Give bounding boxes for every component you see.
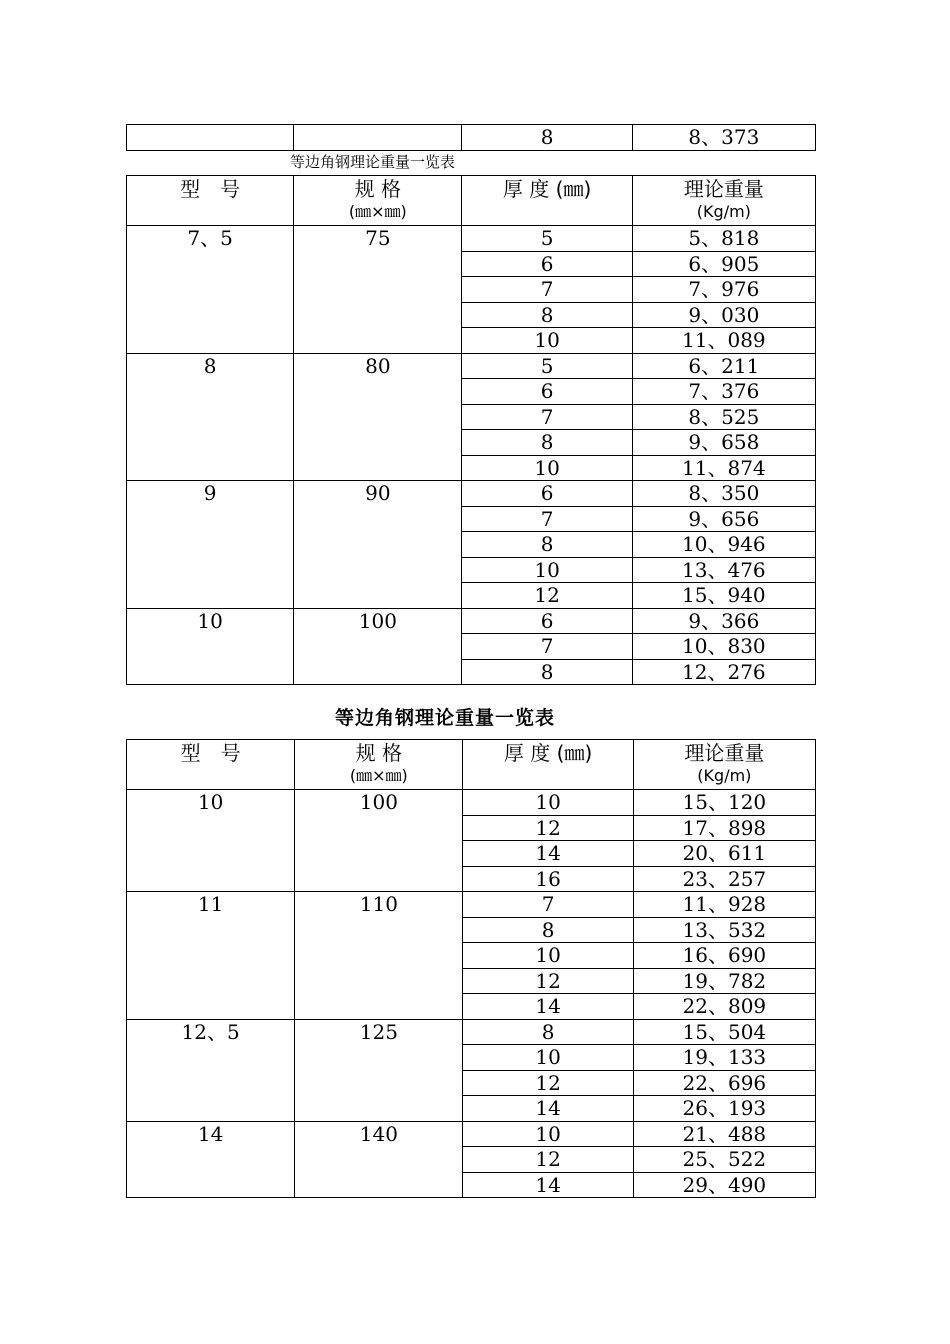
- weight-cell: 13、476: [632, 557, 815, 583]
- thickness-cell: 8: [463, 1019, 633, 1045]
- weight-cell: 20、611: [633, 841, 815, 867]
- header-spec: [294, 176, 462, 226]
- weight-cell: 8、373: [632, 125, 815, 151]
- table-header-row: [127, 176, 816, 226]
- table-row: [127, 481, 816, 507]
- thickness-cell: 14: [463, 841, 633, 867]
- thickness-cell: 8: [462, 302, 632, 328]
- thickness-cell: 10: [463, 790, 633, 816]
- table-row: [127, 353, 816, 379]
- table-row: [127, 608, 816, 634]
- table-row: [127, 1121, 816, 1147]
- angle-steel-table-2: [126, 739, 816, 1198]
- weight-cell: 10、946: [632, 532, 815, 558]
- weight-cell: 17、898: [633, 815, 815, 841]
- model-cell: 10: [127, 790, 295, 892]
- thickness-cell: 10: [463, 1045, 633, 1071]
- thickness-cell: 6: [462, 608, 632, 634]
- header-spec-label: 规 格: [354, 177, 402, 201]
- weight-cell: 8、350: [632, 481, 815, 507]
- thickness-cell: 7: [462, 506, 632, 532]
- thickness-cell: 12: [463, 968, 633, 994]
- thickness-cell: 10: [463, 1121, 633, 1147]
- thickness-cell: 14: [463, 1172, 633, 1198]
- weight-cell: 15、940: [632, 583, 815, 609]
- table2-caption: 等边角钢理论重量一览表: [334, 707, 555, 729]
- header-spec: [295, 740, 463, 790]
- weight-cell: 22、809: [633, 994, 815, 1020]
- weight-cell: 22、696: [633, 1070, 815, 1096]
- table-row: [127, 790, 816, 816]
- model-cell: 8: [127, 353, 294, 481]
- weight-cell: 6、211: [632, 353, 815, 379]
- header-model: [127, 740, 295, 790]
- thickness-cell: 12: [462, 583, 632, 609]
- header-thickness-label: 厚 度 (㎜): [502, 177, 592, 201]
- header-thickness-label: 厚 度 (㎜): [503, 741, 593, 765]
- weight-cell: 7、376: [632, 379, 815, 405]
- thickness-cell: 8: [462, 125, 632, 151]
- thickness-cell: 14: [463, 994, 633, 1020]
- weight-cell: 5、818: [632, 226, 815, 252]
- thickness-cell: 7: [462, 277, 632, 303]
- thickness-cell: 6: [462, 481, 632, 507]
- thickness-cell: 8: [462, 659, 632, 685]
- table-row: [127, 892, 816, 918]
- spec-cell: 80: [294, 353, 462, 481]
- spec-cell: 125: [295, 1019, 463, 1121]
- weight-cell: 9、656: [632, 506, 815, 532]
- thickness-cell: 7: [462, 404, 632, 430]
- header-model-label: 型 号: [180, 741, 241, 765]
- weight-cell: 6、905: [632, 251, 815, 277]
- weight-cell: 9、030: [632, 302, 815, 328]
- continuation-table: [126, 124, 816, 151]
- weight-cell: 23、257: [633, 866, 815, 892]
- header-weight: [632, 176, 815, 226]
- thickness-cell: 12: [463, 1070, 633, 1096]
- weight-cell: 13、532: [633, 917, 815, 943]
- spec-cell: 100: [294, 608, 462, 685]
- weight-cell: 7、976: [632, 277, 815, 303]
- weight-cell: 26、193: [633, 1096, 815, 1122]
- thickness-cell: 12: [463, 815, 633, 841]
- table-header-row: [127, 740, 816, 790]
- model-cell: 9: [127, 481, 294, 609]
- model-cell: 14: [127, 1121, 295, 1198]
- weight-cell: 29、490: [633, 1172, 815, 1198]
- weight-cell: 9、366: [632, 608, 815, 634]
- weight-cell: 19、133: [633, 1045, 815, 1071]
- header-thickness: [463, 740, 633, 790]
- weight-cell: 15、120: [633, 790, 815, 816]
- thickness-cell: 10: [462, 455, 632, 481]
- spec-cell: 100: [295, 790, 463, 892]
- model-cell: [127, 125, 294, 151]
- thickness-cell: 8: [462, 532, 632, 558]
- thickness-cell: 7: [463, 892, 633, 918]
- table-row: [127, 125, 816, 151]
- header-model: [127, 176, 294, 226]
- weight-cell: 12、276: [632, 659, 815, 685]
- spec-cell: [294, 125, 462, 151]
- header-weight-unit: (Kg/m): [697, 766, 752, 785]
- weight-cell: 25、522: [633, 1147, 815, 1173]
- model-cell: 7、5: [127, 226, 294, 354]
- model-cell: 12、5: [127, 1019, 295, 1121]
- header-spec-unit: (㎜×㎜): [349, 766, 408, 785]
- thickness-cell: 10: [462, 557, 632, 583]
- weight-cell: 11、928: [633, 892, 815, 918]
- thickness-cell: 6: [462, 379, 632, 405]
- spec-cell: 75: [294, 226, 462, 354]
- weight-cell: 16、690: [633, 943, 815, 969]
- weight-cell: 19、782: [633, 968, 815, 994]
- model-cell: 10: [127, 608, 294, 685]
- header-spec-unit: (㎜×㎜): [348, 202, 407, 221]
- header-weight-label: 理论重量: [683, 177, 764, 201]
- angle-steel-table-1: [126, 175, 816, 685]
- spec-cell: 90: [294, 481, 462, 609]
- thickness-cell: 16: [463, 866, 633, 892]
- header-weight-unit: (Kg/m): [696, 202, 751, 221]
- table1-caption: 等边角钢理论重量一览表: [290, 153, 456, 171]
- weight-cell: 15、504: [633, 1019, 815, 1045]
- thickness-cell: 14: [463, 1096, 633, 1122]
- thickness-cell: 7: [462, 634, 632, 660]
- weight-cell: 11、089: [632, 328, 815, 354]
- weight-cell: 8、525: [632, 404, 815, 430]
- thickness-cell: 5: [462, 353, 632, 379]
- spec-cell: 110: [295, 892, 463, 1020]
- table-row: [127, 1019, 816, 1045]
- thickness-cell: 8: [462, 430, 632, 456]
- weight-cell: 11、874: [632, 455, 815, 481]
- spec-cell: 140: [295, 1121, 463, 1198]
- weight-cell: 9、658: [632, 430, 815, 456]
- thickness-cell: 10: [463, 943, 633, 969]
- model-cell: 11: [127, 892, 295, 1020]
- header-weight: [633, 740, 815, 790]
- header-thickness: [462, 176, 632, 226]
- weight-cell: 21、488: [633, 1121, 815, 1147]
- thickness-cell: 10: [462, 328, 632, 354]
- header-weight-label: 理论重量: [684, 741, 765, 765]
- weight-cell: 10、830: [632, 634, 815, 660]
- thickness-cell: 8: [463, 917, 633, 943]
- thickness-cell: 5: [462, 226, 632, 252]
- thickness-cell: 12: [463, 1147, 633, 1173]
- table-row: [127, 226, 816, 252]
- header-spec-label: 规 格: [355, 741, 403, 765]
- header-model-label: 型 号: [180, 177, 241, 201]
- thickness-cell: 6: [462, 251, 632, 277]
